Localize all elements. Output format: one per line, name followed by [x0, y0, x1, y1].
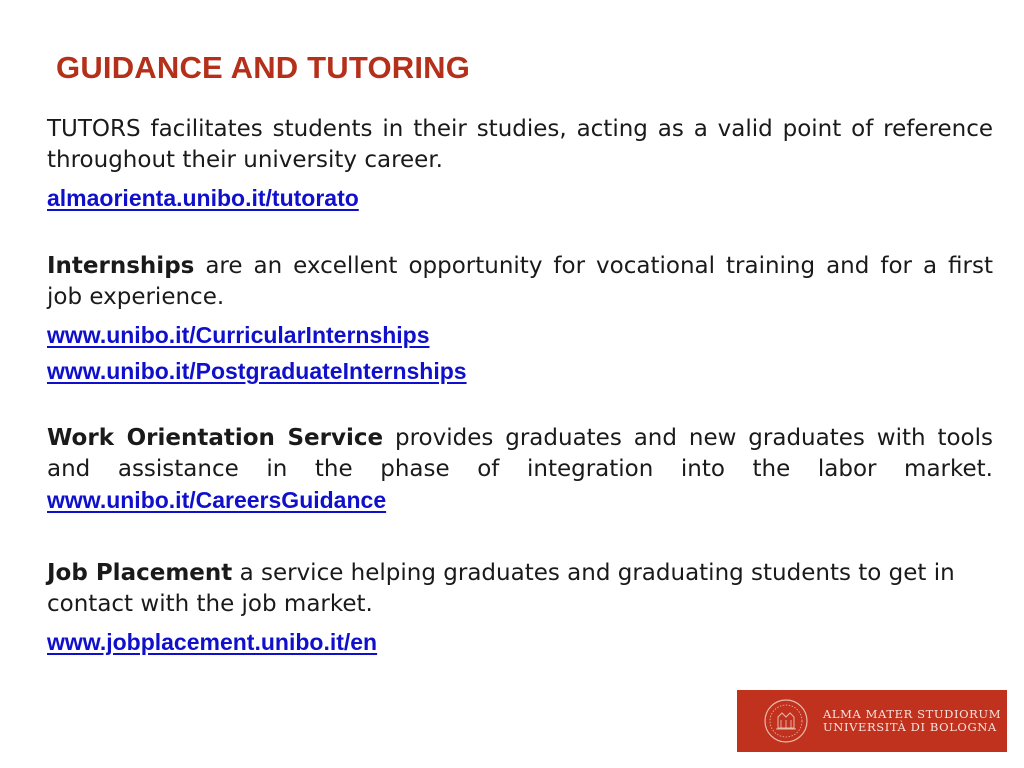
- careers-guidance-link[interactable]: www.unibo.it/CareersGuidance: [47, 487, 387, 513]
- logo-line-2: UNIVERSITÀ DI BOLOGNA: [823, 720, 997, 734]
- university-seal-icon: [763, 698, 809, 744]
- logo-wordmark: [823, 708, 1001, 734]
- work-orientation-section: [47, 423, 993, 517]
- page-title: GUIDANCE AND TUTORING: [56, 50, 471, 85]
- job-placement-link[interactable]: www.jobplacement.unibo.it/en: [47, 629, 378, 655]
- postgraduate-internships-link[interactable]: www.unibo.it/PostgraduateInternships: [47, 358, 467, 384]
- logo-line-1: ALMA MATER STUDIORUM: [823, 707, 1002, 721]
- job-placement-description: [47, 558, 993, 620]
- work-orientation-text: provides graduates and new graduates with tools and assistance in the phase of integration into the labor market.: [47, 425, 993, 482]
- job-placement-section: [47, 558, 993, 658]
- internships-heading: Internships: [47, 253, 195, 279]
- university-logo: [737, 690, 1007, 752]
- tutorato-link[interactable]: almaorienta.unibo.it/tutorato: [47, 185, 359, 211]
- work-orientation-description: [47, 423, 993, 517]
- job-placement-text: a service helping graduates and graduating students to get in contact with the job market.: [47, 560, 955, 617]
- tutors-section: [47, 114, 993, 214]
- content-body: [47, 114, 993, 694]
- internships-section: [47, 251, 993, 387]
- tutors-description: TUTORS facilitates students in their studies, acting as a valid point of reference throughout their university career.: [47, 116, 993, 173]
- internships-text: are an excellent opportunity for vocational training and for a first job experience.: [47, 253, 993, 310]
- internships-description: [47, 251, 993, 313]
- curricular-internships-link[interactable]: www.unibo.it/CurricularInternships: [47, 322, 430, 348]
- job-placement-heading: Job Placement: [47, 560, 233, 586]
- work-orientation-heading: Work Orientation Service: [47, 425, 384, 451]
